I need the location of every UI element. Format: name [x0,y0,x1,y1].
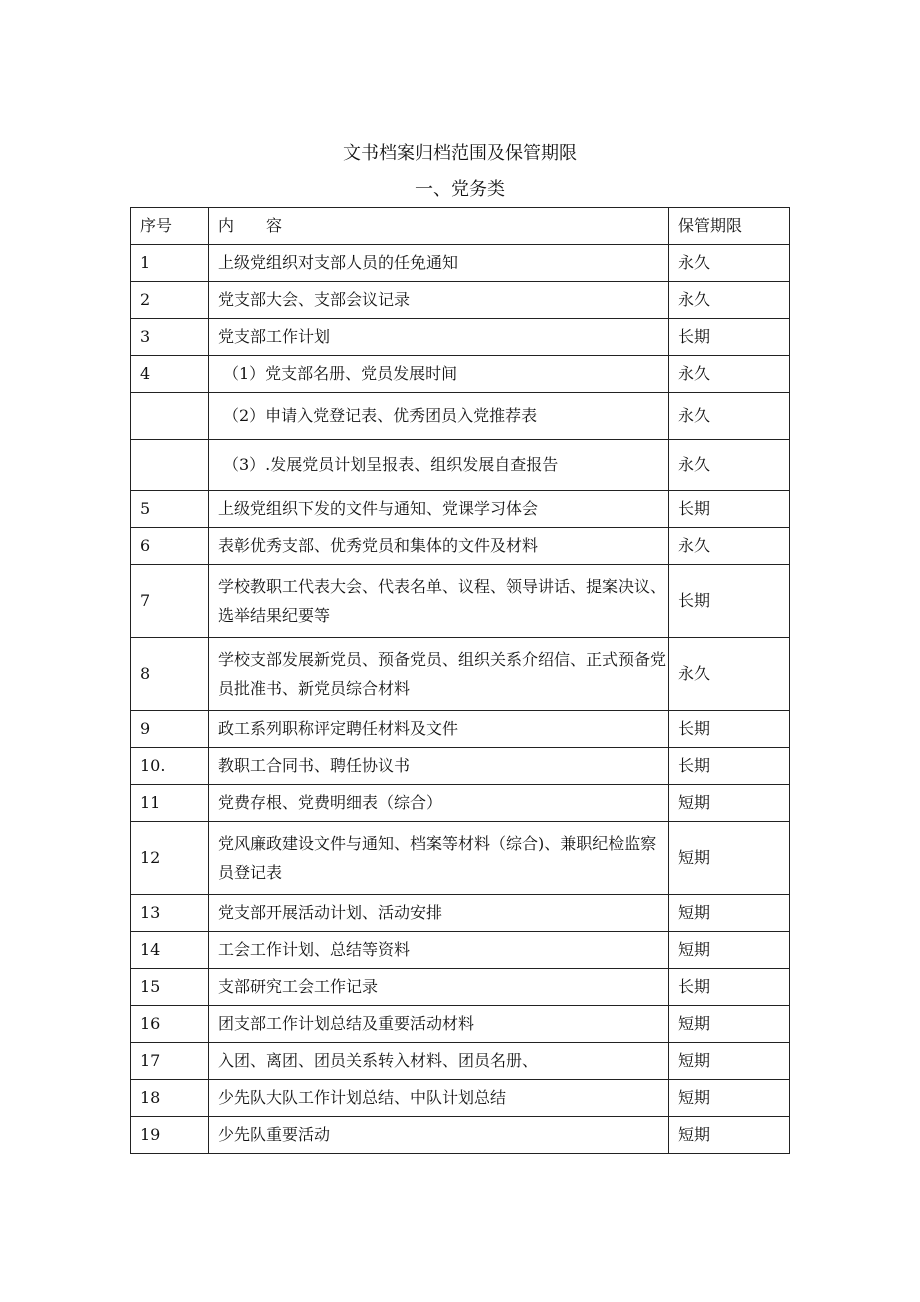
table-row [131,319,790,356]
table-row [131,356,790,393]
row-period: 永久 [669,393,790,440]
header-content: 内 容 [209,208,669,245]
table-row [131,1043,790,1080]
row-content: 党风廉政建设文件与通知、档案等材料（综合)、兼职纪检监察员登记表 [209,822,669,895]
table-row [131,969,790,1006]
row-content: （2）申请入党登记表、优秀团员入党推荐表 [209,393,669,440]
row-period: 短期 [669,895,790,932]
row-period: 永久 [669,528,790,565]
table-row [131,565,790,638]
row-no: 7 [131,565,209,638]
row-period: 短期 [669,785,790,822]
table-row [131,245,790,282]
table-row [131,491,790,528]
row-content: 学校教职工代表大会、代表名单、议程、领导讲话、提案决议、选举结果纪要等 [209,565,669,638]
table-row [131,785,790,822]
row-content: 团支部工作计划总结及重要活动材料 [209,1006,669,1043]
table-header-row [131,208,790,245]
table-row [131,932,790,969]
row-period: 短期 [669,1080,790,1117]
row-no: 12 [131,822,209,895]
header-period: 保管期限 [669,208,790,245]
row-no: 1 [131,245,209,282]
row-period: 永久 [669,638,790,711]
table-row [131,638,790,711]
row-no: 17 [131,1043,209,1080]
row-no: 18 [131,1080,209,1117]
row-content: 党支部大会、支部会议记录 [209,282,669,319]
row-content: 少先队大队工作计划总结、中队计划总结 [209,1080,669,1117]
row-period: 长期 [669,491,790,528]
row-content: （1）党支部名册、党员发展时间 [209,356,669,393]
row-no: 3 [131,319,209,356]
row-content: 支部研究工会工作记录 [209,969,669,1006]
row-content: 上级党组织对支部人员的任免通知 [209,245,669,282]
row-period: 永久 [669,245,790,282]
table-row [131,711,790,748]
row-content: 党支部工作计划 [209,319,669,356]
row-content: 学校支部发展新党员、预备党员、组织关系介绍信、正式预备党员批准书、新党员综合材料 [209,638,669,711]
row-no: 4 [131,356,209,393]
row-content: 工会工作计划、总结等资料 [209,932,669,969]
row-content: 少先队重要活动 [209,1117,669,1154]
row-period: 长期 [669,319,790,356]
row-content: 入团、离团、团员关系转入材料、团员名册、 [209,1043,669,1080]
row-period: 长期 [669,748,790,785]
section-title: 一、党务类 [415,179,505,200]
table-row [131,393,790,440]
row-period: 长期 [669,969,790,1006]
row-no: 8 [131,638,209,711]
row-content: 政工系列职称评定聘任材料及文件 [209,711,669,748]
row-no: 13 [131,895,209,932]
row-no: 9 [131,711,209,748]
row-no: 6 [131,528,209,565]
row-no: 14 [131,932,209,969]
row-period: 永久 [669,356,790,393]
row-content: 教职工合同书、聘任协议书 [209,748,669,785]
row-period: 长期 [669,565,790,638]
row-period: 永久 [669,282,790,319]
table-row [131,1006,790,1043]
row-no [131,440,209,491]
table-row [131,748,790,785]
row-period: 短期 [669,932,790,969]
row-no: 19 [131,1117,209,1154]
table-row [131,440,790,491]
row-no: 5 [131,491,209,528]
row-no: 16 [131,1006,209,1043]
table-row [131,822,790,895]
header-no: 序号 [131,208,209,245]
row-content: （3）.发展党员计划呈报表、组织发展自查报告 [209,440,669,491]
row-content: 表彰优秀支部、优秀党员和集体的文件及材料 [209,528,669,565]
table-row [131,282,790,319]
row-period: 短期 [669,1043,790,1080]
document-title: 文书档案归档范围及保管期限 [343,143,577,164]
row-period: 短期 [669,1117,790,1154]
table-row [131,1117,790,1154]
row-content: 上级党组织下发的文件与通知、党课学习体会 [209,491,669,528]
row-no: 15 [131,969,209,1006]
row-content: 党费存根、党费明细表（综合） [209,785,669,822]
table-row [131,1080,790,1117]
row-no: 10. [131,748,209,785]
row-period: 短期 [669,822,790,895]
row-no: 11 [131,785,209,822]
row-no [131,393,209,440]
row-period: 长期 [669,711,790,748]
table-row [131,528,790,565]
archive-table [130,207,790,1154]
table-row [131,895,790,932]
row-content: 党支部开展活动计划、活动安排 [209,895,669,932]
row-no: 2 [131,282,209,319]
row-period: 永久 [669,440,790,491]
row-period: 短期 [669,1006,790,1043]
